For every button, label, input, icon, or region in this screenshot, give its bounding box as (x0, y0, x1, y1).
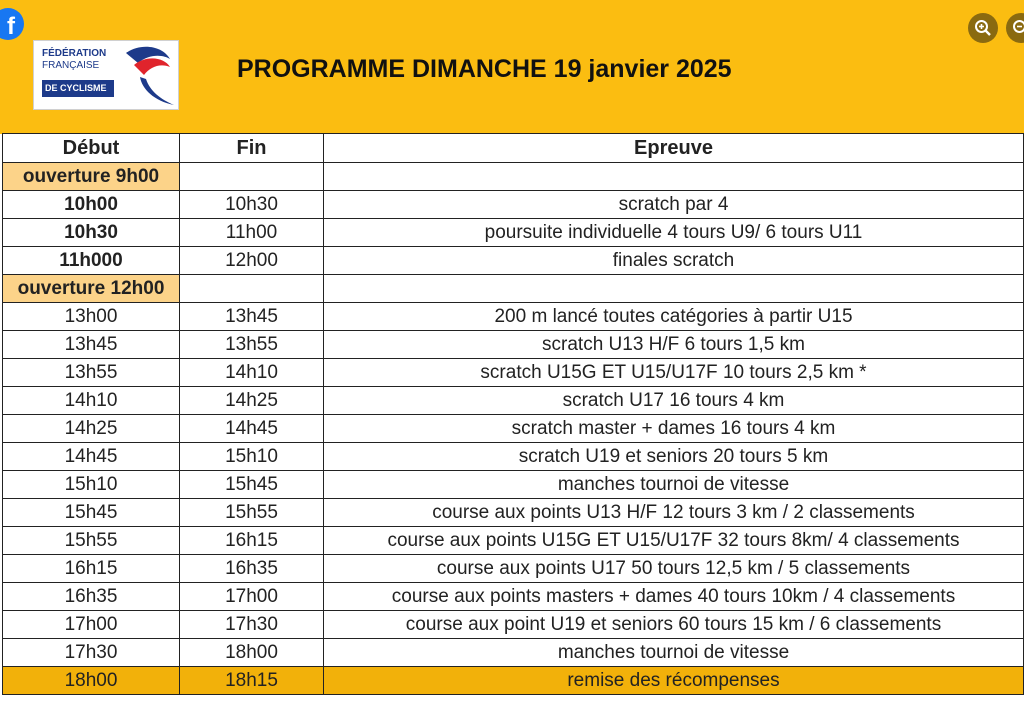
header-banner (0, 0, 1024, 134)
debut-cell: 16h35 (3, 583, 180, 611)
debut-cell: 17h00 (3, 611, 180, 639)
cyclist-emblem-icon (120, 41, 178, 109)
fin-cell: 14h25 (180, 387, 324, 415)
debut-cell: 17h30 (3, 639, 180, 667)
logo-line-1: FÉDÉRATION (42, 48, 107, 59)
table-row (3, 275, 1024, 303)
debut-cell: 10h00 (3, 191, 180, 219)
debut-cell: 18h00 (3, 667, 180, 695)
epreuve-cell: scratch U15G ET U15/U17F 10 tours 2,5 km * (324, 359, 1024, 387)
ffc-logo (33, 40, 179, 110)
table-row (3, 499, 1024, 527)
fin-cell: 13h55 (180, 331, 324, 359)
table-row (3, 331, 1024, 359)
fin-cell: 12h00 (180, 247, 324, 275)
epreuve-cell: scratch master + dames 16 tours 4 km (324, 415, 1024, 443)
table-row (3, 219, 1024, 247)
epreuve-cell: course aux points U13 H/F 12 tours 3 km / 2 classements (324, 499, 1024, 527)
epreuve-cell: scratch U17 16 tours 4 km (324, 387, 1024, 415)
fin-cell: 16h15 (180, 527, 324, 555)
zoom-out-icon[interactable] (1006, 13, 1024, 43)
fin-cell: 17h00 (180, 583, 324, 611)
debut-cell: 16h15 (3, 555, 180, 583)
table-row (3, 163, 1024, 191)
schedule-table (2, 133, 1024, 695)
epreuve-cell (324, 163, 1024, 191)
debut-cell: 14h10 (3, 387, 180, 415)
fin-cell: 14h10 (180, 359, 324, 387)
fin-cell: 10h30 (180, 191, 324, 219)
fin-cell: 16h35 (180, 555, 324, 583)
table-row (3, 527, 1024, 555)
debut-cell: ouverture 12h00 (3, 275, 180, 303)
debut-cell: 13h00 (3, 303, 180, 331)
table-row (3, 359, 1024, 387)
debut-cell: 11h000 (3, 247, 180, 275)
debut-cell: 10h30 (3, 219, 180, 247)
table-row (3, 303, 1024, 331)
fin-cell (180, 163, 324, 191)
logo-line-2: FRANÇAISE (42, 60, 100, 71)
table-row (3, 415, 1024, 443)
fin-cell: 15h55 (180, 499, 324, 527)
svg-text:f: f (7, 13, 15, 40)
logo-wordmark (42, 48, 122, 72)
page-title: PROGRAMME DIMANCHE 19 janvier 2025 (237, 55, 732, 83)
table-row (3, 611, 1024, 639)
debut-cell: 13h45 (3, 331, 180, 359)
debut-cell: 14h25 (3, 415, 180, 443)
fin-cell: 15h45 (180, 471, 324, 499)
epreuve-cell: manches tournoi de vitesse (324, 639, 1024, 667)
table-row (3, 555, 1024, 583)
fin-cell: 14h45 (180, 415, 324, 443)
debut-cell: 13h55 (3, 359, 180, 387)
epreuve-cell (324, 275, 1024, 303)
debut-cell: 15h55 (3, 527, 180, 555)
epreuve-cell: scratch par 4 (324, 191, 1024, 219)
table-row (3, 583, 1024, 611)
fin-cell: 17h30 (180, 611, 324, 639)
logo-line-3: DE CYCLISME (42, 80, 114, 97)
epreuve-cell: manches tournoi de vitesse (324, 471, 1024, 499)
debut-cell: 15h10 (3, 471, 180, 499)
table-row (3, 471, 1024, 499)
fin-cell: 18h15 (180, 667, 324, 695)
epreuve-cell: remise des récompenses (324, 667, 1024, 695)
fin-cell (180, 275, 324, 303)
epreuve-cell: course aux points masters + dames 40 tours 10km / 4 classements (324, 583, 1024, 611)
column-header-fin: Fin (180, 134, 324, 163)
table-row (3, 387, 1024, 415)
epreuve-cell: scratch U19 et seniors 20 tours 5 km (324, 443, 1024, 471)
table-row-awards (3, 667, 1024, 695)
debut-cell: 15h45 (3, 499, 180, 527)
fin-cell: 13h45 (180, 303, 324, 331)
table-header-row (3, 134, 1024, 163)
column-header-epreuve: Epreuve (324, 134, 1024, 163)
epreuve-cell: poursuite individuelle 4 tours U9/ 6 tours U11 (324, 219, 1024, 247)
zoom-in-icon[interactable] (968, 13, 998, 43)
epreuve-cell: course aux point U19 et seniors 60 tours 15 km / 6 classements (324, 611, 1024, 639)
epreuve-cell: course aux points U15G ET U15/U17F 32 tours 8km/ 4 classements (324, 527, 1024, 555)
fin-cell: 15h10 (180, 443, 324, 471)
epreuve-cell: course aux points U17 50 tours 12,5 km / 5 classements (324, 555, 1024, 583)
epreuve-cell: finales scratch (324, 247, 1024, 275)
epreuve-cell: scratch U13 H/F 6 tours 1,5 km (324, 331, 1024, 359)
column-header-debut: Début (3, 134, 180, 163)
table-row (3, 443, 1024, 471)
table-row (3, 639, 1024, 667)
table-row (3, 191, 1024, 219)
epreuve-cell: 200 m lancé toutes catégories à partir U15 (324, 303, 1024, 331)
debut-cell: ouverture 9h00 (3, 163, 180, 191)
fin-cell: 18h00 (180, 639, 324, 667)
facebook-icon[interactable] (0, 8, 24, 40)
table-row (3, 247, 1024, 275)
fin-cell: 11h00 (180, 219, 324, 247)
debut-cell: 14h45 (3, 443, 180, 471)
